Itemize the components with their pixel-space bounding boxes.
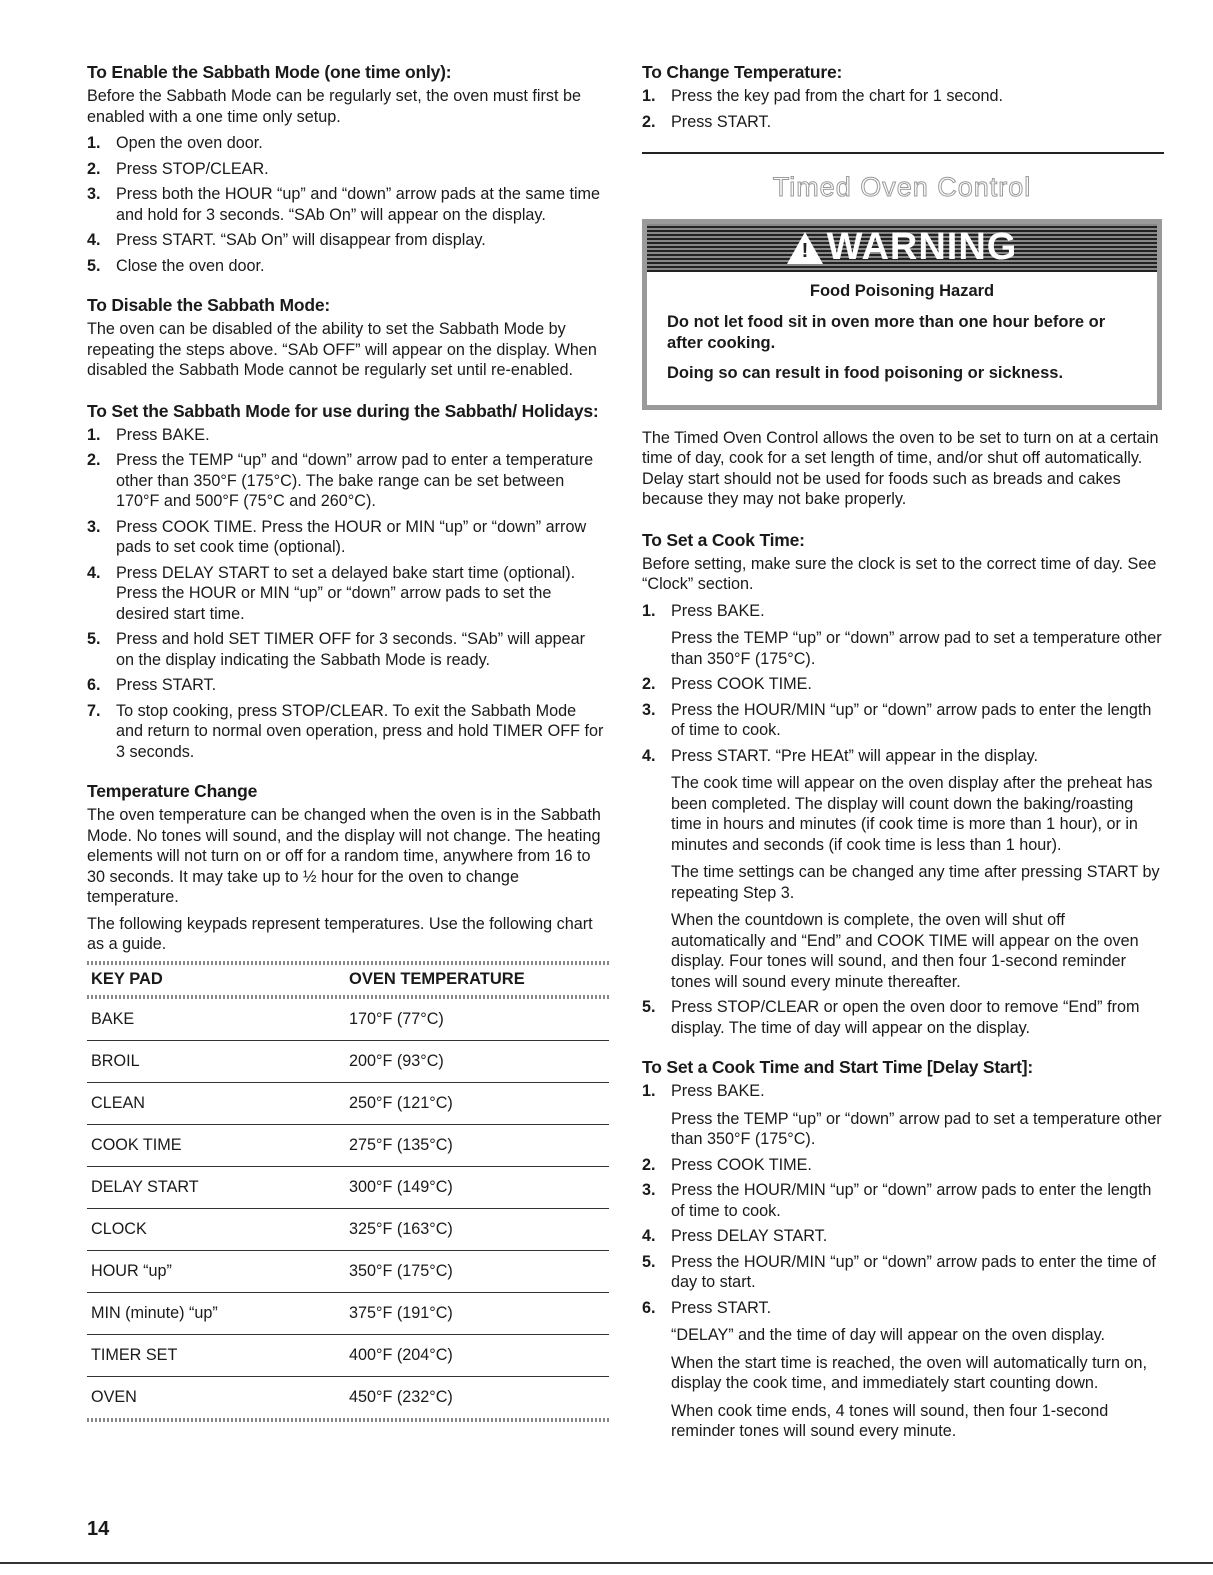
heading-temperature-change: Temperature Change <box>87 781 258 801</box>
list-item <box>87 450 607 512</box>
step-text: Press COOK TIME. Press the HOUR or MIN “up” or “down” arrow pads to set cook time (optional). <box>116 517 587 556</box>
delay-start-steps <box>642 1081 1162 1442</box>
list-item <box>87 629 607 670</box>
step-number: 1. <box>642 1082 656 1100</box>
list-item <box>642 674 1162 695</box>
step-detail: “DELAY” and the time of day will appear on the oven display. <box>671 1326 1106 1344</box>
step-detail: When the start time is reached, the oven will automatically turn on, display the cook time, and immediately start counting down. <box>671 1353 1147 1392</box>
table-row <box>87 1293 609 1335</box>
step-number: 3. <box>642 1181 656 1199</box>
step-number: 5. <box>87 630 101 648</box>
list-item <box>642 601 1162 670</box>
header-oven-temperature: OVEN TEMPERATURE <box>349 970 525 988</box>
list-item <box>642 1298 1162 1442</box>
list-item <box>87 184 607 225</box>
step-text: Press BAKE. <box>671 1082 765 1100</box>
cell-key-pad: BAKE <box>91 1009 135 1028</box>
step-text: Press STOP/CLEAR or open the oven door to remove “End” from display. The time of day will appear on the display. <box>671 998 1140 1037</box>
enable-intro: Before the Sabbath Mode can be regularly set, the oven must first be enabled with a one time only setup. <box>87 87 582 126</box>
list-item <box>642 86 1162 107</box>
step-detail: When cook time ends, 4 tones will sound, then four 1-second reminder tones will sound every minute. <box>671 1401 1109 1440</box>
table-body <box>87 999 609 1418</box>
table-row <box>87 1083 609 1125</box>
keypad-temperature-table <box>87 961 609 1422</box>
list-item <box>87 230 607 251</box>
table-row <box>87 1335 609 1377</box>
table-row <box>87 1209 609 1251</box>
step-number: 2. <box>642 675 656 693</box>
section-divider <box>642 152 1164 154</box>
disable-text: The oven can be disabled of the ability to set the Sabbath Mode by repeating the steps above. “SAb OFF” will appear on the display. When disabled the Sabbath Mode cannot be regularly set until re-enabled. <box>87 320 597 379</box>
list-item <box>87 701 607 763</box>
cell-temperature: 325°F (163°C) <box>349 1219 453 1238</box>
cell-temperature: 275°F (135°C) <box>349 1135 453 1154</box>
step-number: 3. <box>87 517 101 536</box>
step-text: Press the HOUR/MIN “up” or “down” arrow pads to enter the length of time to cook. <box>671 700 1152 739</box>
page-bottom-rule <box>0 1562 1213 1564</box>
left-column <box>87 62 607 1422</box>
cell-key-pad: CLOCK <box>91 1219 147 1238</box>
list-item <box>87 133 607 154</box>
step-text: Press the key pad from the chart for 1 second. <box>671 87 1004 105</box>
step-text: Open the oven door. <box>116 134 263 152</box>
cell-key-pad: OVEN <box>91 1387 137 1406</box>
list-item <box>87 425 607 446</box>
step-number: 6. <box>642 1298 656 1317</box>
list-item <box>87 675 607 696</box>
step-number: 5. <box>87 256 101 275</box>
step-text: Close the oven door. <box>116 256 265 275</box>
step-number: 1. <box>642 87 656 105</box>
heading-set-sabbath: To Set the Sabbath Mode for use during the Sabbath/ Holidays: <box>87 400 599 421</box>
heading-change-temperature: To Change Temperature: <box>642 62 843 82</box>
temp-change-text: The oven temperature can be changed when the oven is in the Sabbath Mode. No tones will sound, and the display will not change. The heating elements will not turn on or off for a random time, anywhere from 16 to 30 seconds. It may take up to ½ hour for the oven to change temperature. <box>87 806 601 906</box>
step-number: 2. <box>642 1155 656 1174</box>
step-number: 4. <box>87 563 101 582</box>
step-number: 1. <box>642 601 656 620</box>
cell-temperature: 450°F (232°C) <box>349 1387 453 1406</box>
list-item <box>642 1081 1162 1150</box>
step-text: Press both the HOUR “up” and “down” arrow pads at the same time and hold for 3 seconds. “SAb On” will appear on the display. <box>116 185 601 224</box>
enable-steps <box>87 133 607 276</box>
step-text: Press START. “SAb On” will disappear from display. <box>116 231 486 249</box>
step-number: 7. <box>87 701 101 720</box>
step-text: Press the TEMP “up” and “down” arrow pad to enter a temperature other than 350°F (175°C). The bake range can be set between 170°F and 500°F (75°C and 260°C). <box>116 451 594 510</box>
warning-hazard-title: Food Poisoning Hazard <box>809 281 995 300</box>
cook-time-steps <box>642 601 1162 1039</box>
cell-temperature: 200°F (93°C) <box>349 1051 444 1070</box>
cook-time-intro: Before setting, make sure the clock is set to the correct time of day. See “Clock” section. <box>642 554 1157 593</box>
step-text: Press DELAY START. <box>671 1227 828 1245</box>
warning-line-2: Doing so can result in food poisoning or sickness. <box>667 363 1064 382</box>
cell-key-pad: BROIL <box>91 1051 140 1070</box>
step-number: 3. <box>642 700 656 719</box>
header-key-pad: KEY PAD <box>91 970 163 988</box>
list-item <box>642 1180 1162 1221</box>
warning-box <box>642 219 1162 410</box>
cell-key-pad: CLEAN <box>91 1093 145 1112</box>
list-item <box>642 1252 1162 1293</box>
cell-key-pad: DELAY START <box>91 1177 199 1196</box>
step-number: 4. <box>642 1227 656 1245</box>
table-row <box>87 1377 609 1418</box>
step-text: Press the HOUR/MIN “up” or “down” arrow pads to enter the time of day to start. <box>671 1252 1156 1291</box>
step-text: Press START. <box>671 112 772 131</box>
list-item <box>87 256 607 277</box>
cell-key-pad: TIMER SET <box>91 1345 178 1364</box>
step-text: Press COOK TIME. <box>671 675 812 693</box>
cell-temperature: 300°F (149°C) <box>349 1177 453 1196</box>
cell-temperature: 170°F (77°C) <box>349 1009 444 1028</box>
cell-key-pad: HOUR “up” <box>91 1261 172 1280</box>
step-text: Press STOP/CLEAR. <box>116 159 269 178</box>
list-item <box>642 1155 1162 1176</box>
timed-oven-intro: The Timed Oven Control allows the oven to be set to turn on at a certain time of day, cook for a set length of time, and/or shut off automatically. Delay start should not be used for foods such as breads and cakes because they may not bake properly. <box>642 428 1159 508</box>
step-number: 3. <box>87 185 101 203</box>
step-text: Press START. “Pre HEAt” will appear in the display. <box>671 746 1039 765</box>
step-number: 1. <box>87 134 101 152</box>
cell-temperature: 400°F (204°C) <box>349 1345 453 1364</box>
list-item <box>87 563 607 625</box>
step-number: 6. <box>87 676 101 694</box>
warning-banner <box>647 224 1157 272</box>
change-temp-steps <box>642 86 1162 132</box>
warning-line-1: Do not let food sit in oven more than one hour before or after cooking. <box>667 312 1106 352</box>
table-row <box>87 999 609 1041</box>
step-detail: Press the TEMP “up” or “down” arrow pad to set a temperature other than 350°F (175°C). <box>671 1109 1162 1148</box>
list-item <box>642 700 1162 741</box>
set-sabbath-steps <box>87 425 607 763</box>
step-detail: The cook time will appear on the oven display after the preheat has been completed. The display will count down the baking/roasting time in hours and minutes (if cook time is more than 1 hour), or in minutes and seconds (if cook time is less than 1 hour). <box>671 774 1153 854</box>
table-row <box>87 1251 609 1293</box>
warning-triangle-icon: ! <box>787 232 823 264</box>
cell-temperature: 250°F (121°C) <box>349 1093 453 1112</box>
step-detail: When the countdown is complete, the oven will shut off automatically and “End” and COOK TIME will appear on the oven display. Four tones will sound, and then four 1-second reminder tones will sound every minute thereafter. <box>671 911 1139 991</box>
step-text: Press the HOUR/MIN “up” or “down” arrow pads to enter the length of time to cook. <box>671 1181 1152 1220</box>
right-column <box>642 62 1162 1447</box>
heading-set-cook-time: To Set a Cook Time: <box>642 529 805 550</box>
step-text: To stop cooking, press STOP/CLEAR. To exit the Sabbath Mode and return to normal oven operation, press and hold TIMER OFF for 3 seconds. <box>116 701 604 761</box>
list-item <box>642 1226 1162 1247</box>
step-text: Press BAKE. <box>671 601 765 620</box>
warning-label: WARNING <box>826 226 1018 268</box>
step-text: Press START. <box>116 676 217 694</box>
step-text: Press COOK TIME. <box>671 1155 812 1174</box>
step-number: 5. <box>642 1252 656 1271</box>
step-number: 2. <box>87 159 101 178</box>
heading-enable-sabbath: To Enable the Sabbath Mode (one time only): <box>87 62 452 82</box>
heading-disable-sabbath: To Disable the Sabbath Mode: <box>87 295 330 315</box>
list-item <box>642 997 1162 1038</box>
step-text: Press START. <box>671 1298 772 1317</box>
temp-chart-intro: The following keypads represent temperatures. Use the following chart as a guide. <box>87 914 593 953</box>
list-item <box>87 159 607 180</box>
page-number: 14 <box>87 1518 110 1540</box>
step-detail: The time settings can be changed any time after pressing START by repeating Step 3. <box>671 863 1160 902</box>
table-header <box>87 965 609 995</box>
table-row <box>87 1041 609 1083</box>
cell-key-pad: MIN (minute) “up” <box>91 1303 218 1322</box>
heading-delay-start: To Set a Cook Time and Start Time [Delay Start]: <box>642 1057 1034 1077</box>
step-text: Press DELAY START to set a delayed bake start time (optional). Press the HOUR or MIN “up” or “down” arrow pads to set the desired start time. <box>116 563 576 623</box>
step-text: Press and hold SET TIMER OFF for 3 seconds. “SAb” will appear on the display indicating the Sabbath Mode is ready. <box>116 630 586 669</box>
step-number: 4. <box>642 746 656 765</box>
table-row <box>87 1125 609 1167</box>
step-number: 1. <box>87 425 101 444</box>
table-row <box>87 1167 609 1209</box>
step-number: 2. <box>642 112 656 131</box>
cell-temperature: 375°F (191°C) <box>349 1303 453 1322</box>
step-text: Press BAKE. <box>116 425 210 444</box>
list-item <box>642 746 1162 993</box>
section-title-timed-oven-control: Timed Oven Control <box>772 171 1032 202</box>
cell-temperature: 350°F (175°C) <box>349 1261 453 1280</box>
list-item <box>87 517 607 558</box>
step-number: 5. <box>642 998 656 1016</box>
list-item <box>642 112 1162 133</box>
step-number: 2. <box>87 451 101 469</box>
step-detail: Press the TEMP “up” or “down” arrow pad to set a temperature other than 350°F (175°C). <box>671 629 1162 668</box>
step-number: 4. <box>87 231 101 249</box>
cell-key-pad: COOK TIME <box>91 1135 182 1154</box>
table-bottom-rule <box>87 1418 609 1422</box>
